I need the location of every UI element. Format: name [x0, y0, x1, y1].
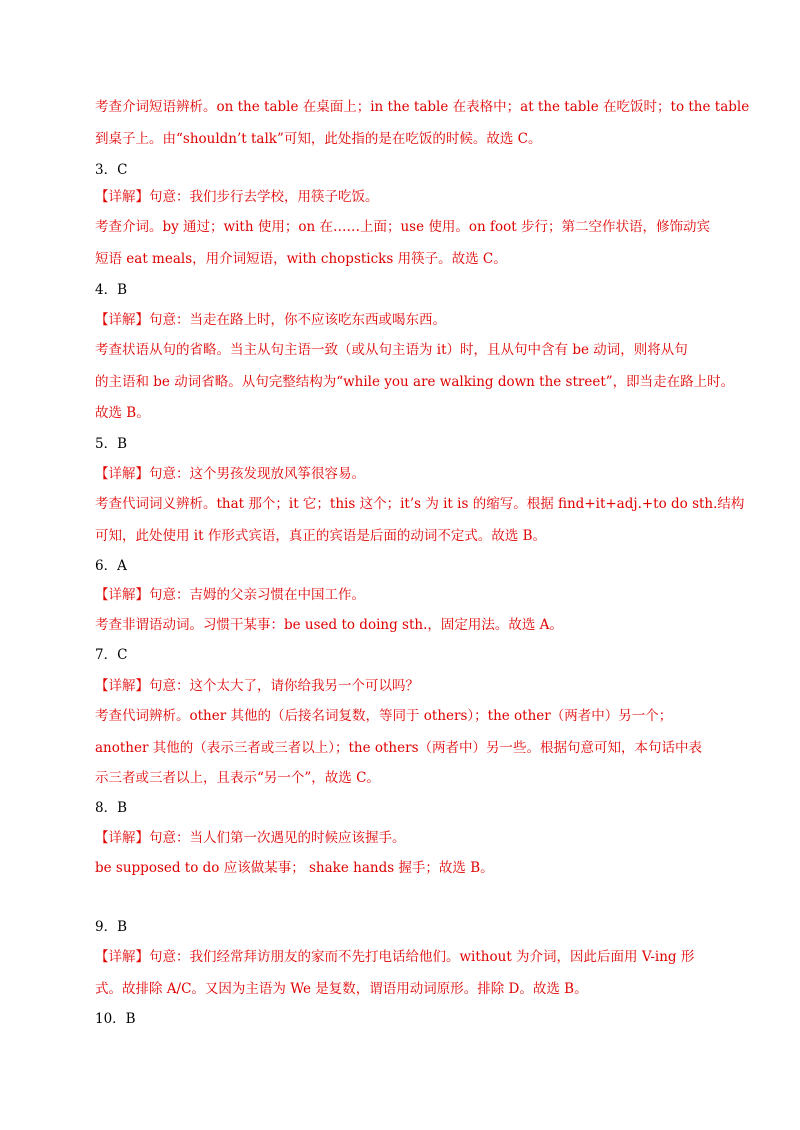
text-line: 考查介词短语辨析。on the table 在桌面上；in the table 在表格中；at the table 在吃饭时；to the table: [95, 99, 750, 115]
text-line: 的主语和 be 动词省略。从句完整结构为“while you are walking down the street”，即当走在路上时。: [95, 374, 735, 390]
text-line: another 其他的（表示三者或三者以上）；the others（两者中）另一些。根据句意可知，本句话中表: [95, 740, 702, 756]
text-line: 考查代词词义辨析。that 那个；it 它；this 这个；it’s 为 it is 的缩写。根据 find+it+adj.+to do sth.结构: [95, 496, 745, 512]
answer-number: 7．C: [95, 647, 128, 663]
text-line: 短语 eat meals，用介词短语，with chopsticks 用筷子。故选 C。: [95, 251, 507, 267]
detail-line: 【详解】句意：当走在路上时，你不应该吃东西或喝东西。: [95, 312, 446, 328]
text-line: 考查介词。by 通过；with 使用；on 在……上面；use 使用。on foot 步行；第二空作状语，修饰动宾: [95, 219, 710, 235]
text-line: 故选 B。: [95, 405, 150, 421]
text-line: 到桌子上。由“shouldn’t talk”可知，此处指的是在吃饭的时候。故选 C。: [95, 131, 542, 147]
text-line: 可知，此处使用 it 作形式宾语，真正的宾语是后面的动词不定式。故选 B。: [95, 528, 547, 544]
text-line: 考查状语从句的省略。当主从句主语一致（或从句主语为 it）时，且从句中含有 be 动词，则将从句: [95, 342, 688, 358]
answer-number: 4．B: [95, 282, 128, 298]
text-line: 式。故排除 A/C。又因为主语为 We 是复数，谓语用动词原形。排除 D。故选 B。: [95, 981, 588, 997]
detail-line: 【详解】句意：吉姆的父亲习惯在中国工作。: [95, 587, 365, 603]
text-line: 考查代词辨析。other 其他的（后接名词复数，等同于 others）；the other（两者中）另一个；: [95, 708, 673, 724]
detail-line: 【详解】句意：这个男孩发现放风筝很容易。: [95, 466, 365, 482]
detail-line: 【详解】句意：这个太大了，请你给我另一个可以吗？: [95, 678, 419, 694]
text-line: 考查非谓语动词。习惯干某事：be used to doing sth.，固定用法。故选 A。: [95, 617, 563, 633]
text-line: be supposed to do 应该做某事； shake hands 握手；故选 B。: [95, 860, 494, 876]
answer-number: 6．A: [95, 558, 127, 574]
detail-line: 【详解】句意：我们步行去学校，用筷子吃饭。: [95, 189, 379, 205]
answer-number: 9．B: [95, 919, 128, 935]
text-line: 示三者或三者以上，且表示“另一个”，故选 C。: [95, 770, 380, 786]
answer-number: 10．B: [95, 1011, 136, 1027]
answer-number: 5．B: [95, 436, 128, 452]
detail-line: 【详解】句意：当人们第一次遇见的时候应该握手。: [95, 830, 406, 846]
detail-line: 【详解】句意：我们经常拜访朋友的家而不先打电话给他们。without 为介词，因此后面用 V-ing 形: [95, 949, 695, 965]
answer-number: 3．C: [95, 162, 128, 178]
answer-number: 8．B: [95, 800, 128, 816]
